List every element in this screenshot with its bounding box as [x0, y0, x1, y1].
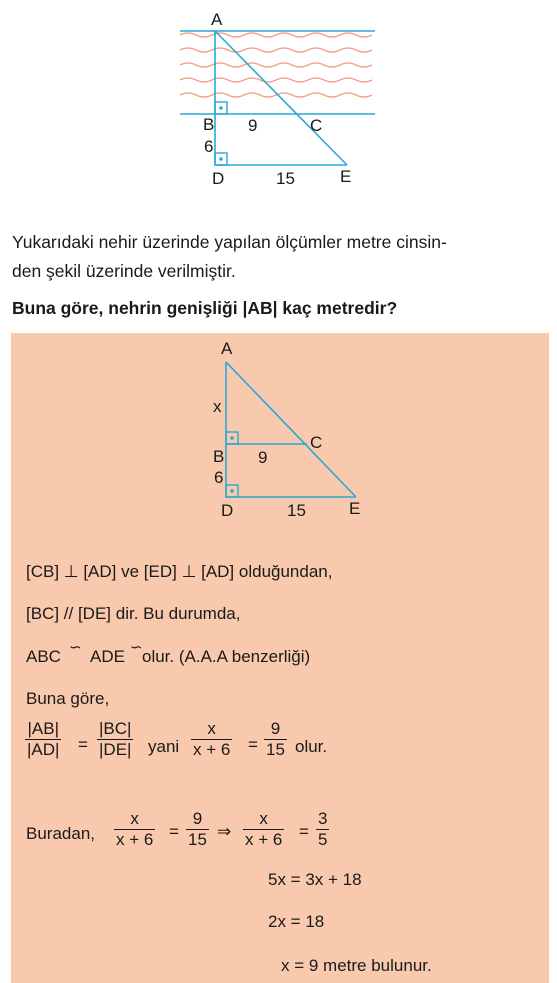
fraction-bc-de-den: |DE|	[99, 740, 132, 759]
sol-point-b-label: B	[213, 447, 225, 466]
implies-arrow: ⇒	[217, 822, 232, 841]
solution-figure	[211, 338, 381, 518]
word-buradan: Buradan,	[26, 824, 95, 843]
fraction-9-15-num: 9	[264, 719, 287, 740]
sol-point-a-label: A	[221, 339, 233, 358]
fraction-ab-ad-num: |AB|	[25, 719, 61, 740]
sol-length-bd-label: 6	[214, 468, 224, 487]
b-fraction-3-den: x + 6	[245, 830, 283, 849]
solution-box	[11, 333, 549, 983]
fraction-9-15	[264, 719, 287, 760]
point-c-label: C	[310, 116, 323, 135]
sol-length-bc-label: 9	[258, 448, 268, 467]
point-e-label: E	[340, 167, 352, 186]
problem-line-2: den şekil üzerinde verilmiştir.	[12, 261, 236, 281]
fraction-9-15-den: 15	[266, 740, 285, 759]
point-a-label: A	[211, 10, 223, 29]
step-1: 5x = 3x + 18	[268, 870, 362, 889]
problem-text	[12, 228, 550, 286]
similarity-abc: ABC	[26, 647, 61, 666]
b-fraction-3	[243, 809, 284, 850]
fraction-x-x6	[191, 719, 232, 760]
b-fraction-4-num: 3	[318, 809, 328, 828]
b-equals-1: =	[169, 822, 179, 841]
length-bc-label: 9	[248, 116, 258, 135]
sol-length-ab-label: x	[213, 397, 222, 416]
point-d-label: D	[212, 169, 225, 188]
b-fraction-3-num: x	[243, 809, 284, 830]
equals-1: =	[78, 735, 88, 754]
b-fraction-1	[114, 809, 155, 850]
equals-2: =	[248, 735, 258, 754]
solution-line-2: [BC] // [DE] dir. Bu durumda,	[26, 604, 241, 623]
fraction-x-x6-den: x + 6	[193, 740, 231, 759]
similarity-symbol: ∽	[69, 639, 82, 656]
word-yani: yani	[148, 737, 180, 756]
b-fraction-2-num: 9	[186, 809, 209, 830]
similarity-conclusion: olur. (A.A.A benzerliği)	[142, 647, 311, 666]
solution-line-4: Buna göre,	[26, 689, 110, 708]
b-fraction-2	[186, 809, 209, 850]
fraction-ab-ad	[25, 719, 61, 760]
b-fraction-2-den: 15	[188, 830, 207, 849]
fraction-bc-de	[97, 719, 133, 760]
fraction-ab-ad-den: |AD|	[27, 740, 60, 759]
similarity-symbol-2: ∽	[130, 639, 143, 656]
similarity-ade: ADE	[90, 647, 125, 666]
step-2: 2x = 18	[268, 912, 325, 931]
b-fraction-4	[316, 809, 329, 850]
sol-point-d-label: D	[221, 501, 234, 520]
sol-length-de-label: 15	[287, 501, 306, 520]
river-figure	[170, 10, 390, 190]
point-b-label: B	[203, 115, 215, 134]
solution-line-1: [CB] ⊥ [AD] ve [ED] ⊥ [AD] olduğundan,	[26, 562, 333, 581]
problem-line-1: Yukarıdaki nehir üzerinde yapılan ölçümler metre cinsin-	[12, 232, 447, 252]
length-de-label: 15	[276, 169, 295, 188]
sol-point-e-label: E	[349, 499, 361, 518]
question-text: Buna göre, nehrin genişliği |AB| kaç metredir?	[12, 298, 398, 318]
fraction-bc-de-num: |BC|	[99, 719, 132, 738]
word-olur: olur.	[295, 737, 328, 756]
b-fraction-1-num: x	[114, 809, 155, 830]
step-3: x = 9 metre bulunur.	[281, 956, 432, 975]
sol-point-c-label: C	[310, 433, 323, 452]
b-fraction-4-den: 5	[318, 830, 328, 849]
b-equals-2: =	[299, 822, 309, 841]
fraction-x-x6-num: x	[191, 719, 232, 740]
b-fraction-1-den: x + 6	[116, 830, 154, 849]
length-bd-label: 6	[204, 137, 214, 156]
